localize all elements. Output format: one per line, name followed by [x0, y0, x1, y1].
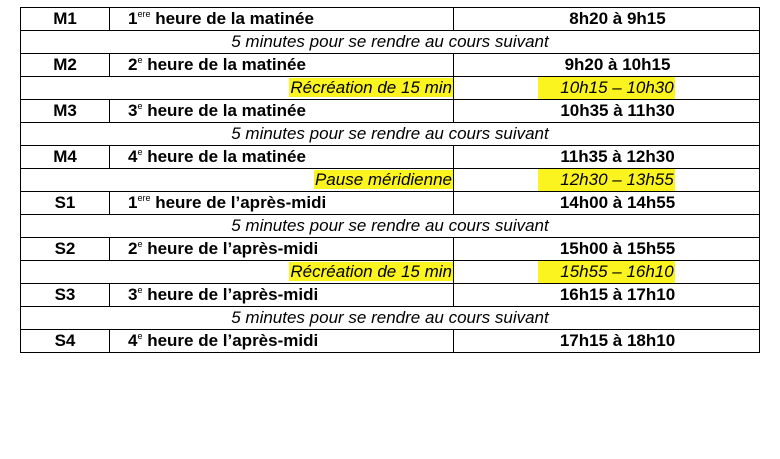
period-label-text: heure de l’après-midi	[142, 239, 319, 258]
period-label-text: heure de la matinée	[142, 101, 306, 120]
break-time: 10h15 – 10h30	[538, 77, 674, 99]
table-row	[21, 100, 760, 123]
period-ordinal-suffix: e	[137, 55, 143, 65]
table-row	[21, 284, 760, 307]
period-ordinal: 1	[128, 9, 138, 28]
break-time-cell	[454, 261, 760, 284]
transition-note: 5 minutes pour se rendre au cours suivant	[21, 307, 760, 330]
period-label	[110, 238, 454, 261]
schedule-body	[21, 8, 760, 353]
period-label	[110, 284, 454, 307]
period-label-text: heure de la matinée	[150, 9, 314, 28]
period-time: 8h20 à 9h15	[569, 9, 666, 28]
period-ordinal-suffix: e	[137, 147, 143, 157]
period-code: M2	[21, 54, 110, 77]
period-ordinal: 4	[128, 331, 138, 350]
break-label-cell	[21, 261, 454, 284]
table-row	[21, 238, 760, 261]
period-time-cell	[454, 192, 760, 215]
period-ordinal: 1	[128, 193, 138, 212]
table-row	[21, 77, 760, 100]
break-time: 15h55 – 16h10	[538, 261, 674, 283]
table-row	[21, 261, 760, 284]
transition-note: 5 minutes pour se rendre au cours suivant	[21, 123, 760, 146]
period-label-text: heure de la matinée	[142, 55, 306, 74]
schedule-table	[20, 7, 760, 353]
period-label-text: heure de l’après-midi	[150, 193, 327, 212]
transition-note: 5 minutes pour se rendre au cours suivant	[21, 215, 760, 238]
break-label-cell	[21, 77, 454, 100]
table-row	[21, 54, 760, 77]
period-time: 16h15 à 17h10	[559, 285, 676, 304]
period-ordinal-suffix: e	[137, 101, 143, 111]
period-ordinal: 4	[128, 147, 138, 166]
table-row	[21, 215, 760, 238]
break-label: Récréation de 15 min	[290, 78, 452, 97]
period-time-cell	[454, 284, 760, 307]
period-time-cell	[454, 54, 760, 77]
period-ordinal-suffix: e	[137, 239, 143, 249]
period-code: S1	[21, 192, 110, 215]
table-row	[21, 169, 760, 192]
period-label	[110, 100, 454, 123]
table-row	[21, 307, 760, 330]
table-row	[21, 8, 760, 31]
table-row	[21, 330, 760, 353]
break-time-cell	[454, 77, 760, 100]
period-time-cell	[454, 146, 760, 169]
period-time-cell	[454, 100, 760, 123]
period-ordinal: 3	[128, 285, 138, 304]
period-ordinal: 3	[128, 101, 138, 120]
period-ordinal: 2	[128, 239, 138, 258]
break-label: Pause méridienne	[314, 170, 452, 189]
period-time-cell	[454, 330, 760, 353]
period-code: M3	[21, 100, 110, 123]
period-time: 10h35 à 11h30	[560, 101, 675, 120]
period-time: 11h35 à 12h30	[560, 147, 675, 166]
period-code: S3	[21, 284, 110, 307]
period-time: 17h15 à 18h10	[559, 331, 676, 350]
period-time: 9h20 à 10h15	[564, 55, 671, 74]
table-row	[21, 31, 760, 54]
period-ordinal: 2	[128, 55, 138, 74]
period-label-text: heure de l’après-midi	[142, 285, 319, 304]
break-label: Récréation de 15 min	[290, 262, 452, 281]
table-row	[21, 192, 760, 215]
period-label-text: heure de la matinée	[142, 147, 306, 166]
period-time-cell	[454, 8, 760, 31]
period-code: M1	[21, 8, 110, 31]
period-label	[110, 8, 454, 31]
period-label	[110, 330, 454, 353]
period-label	[110, 146, 454, 169]
period-code: S4	[21, 330, 110, 353]
transition-note: 5 minutes pour se rendre au cours suivant	[21, 31, 760, 54]
period-code: M4	[21, 146, 110, 169]
period-ordinal-suffix: e	[137, 285, 143, 295]
break-time: 12h30 – 13h55	[538, 169, 674, 191]
period-label	[110, 192, 454, 215]
period-label-text: heure de l’après-midi	[142, 331, 319, 350]
period-time: 14h00 à 14h55	[559, 193, 676, 212]
period-ordinal-suffix: ere	[137, 9, 151, 19]
table-row	[21, 123, 760, 146]
period-ordinal-suffix: e	[137, 331, 143, 341]
period-label	[110, 54, 454, 77]
break-label-cell	[21, 169, 454, 192]
period-code: S2	[21, 238, 110, 261]
period-time: 15h00 à 15h55	[559, 239, 676, 258]
break-time-cell	[454, 169, 760, 192]
table-row	[21, 146, 760, 169]
period-time-cell	[454, 238, 760, 261]
period-ordinal-suffix: ere	[137, 193, 151, 203]
